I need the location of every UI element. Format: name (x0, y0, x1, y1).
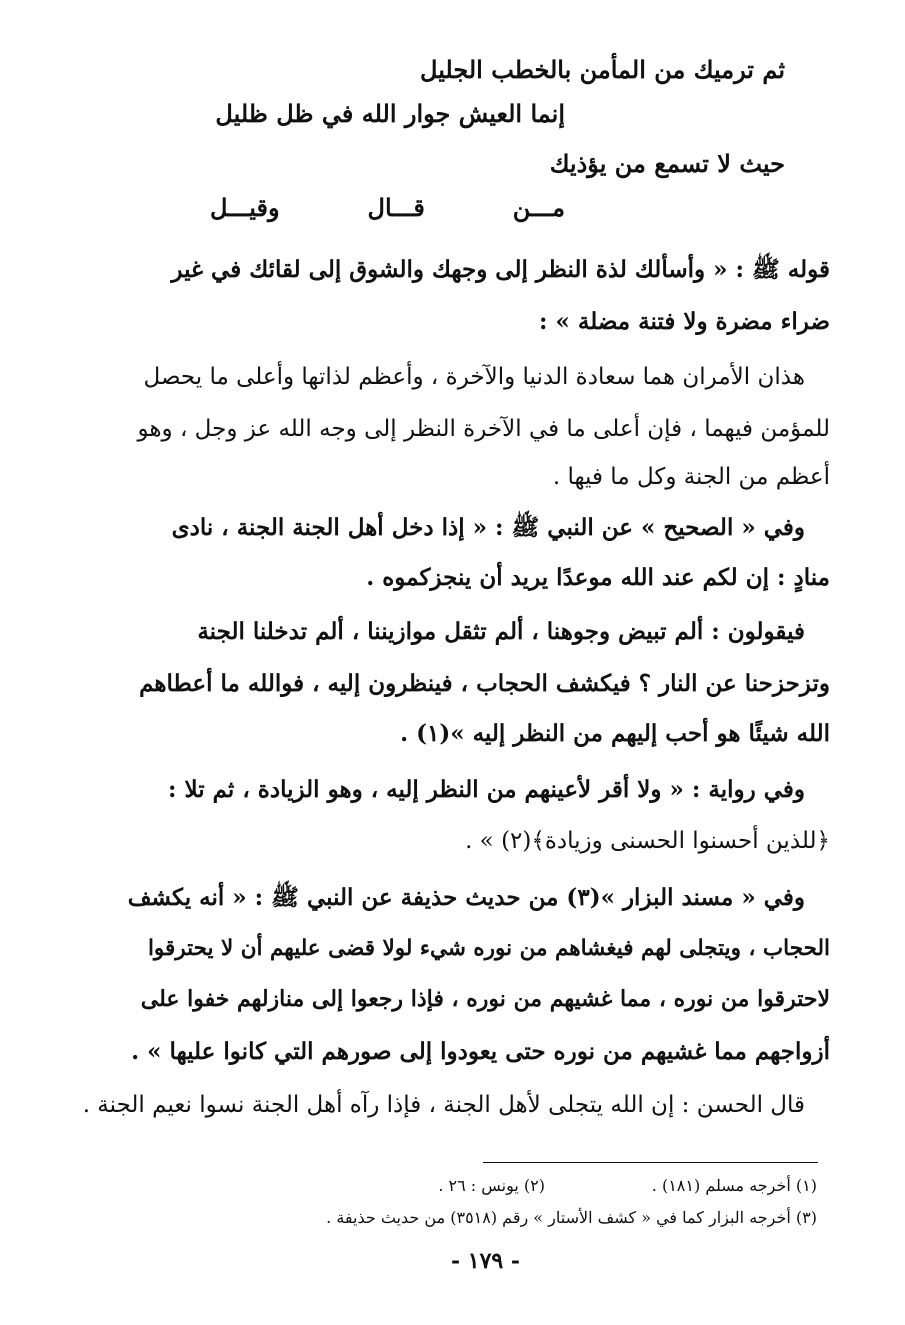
text-line: وتزحزحنا عن النار ؟ فيكشف الحجاب ، فينظرون إليه ، فوالله ما أعطاهم (139, 670, 830, 697)
text-line: قوله ﷺ : « وأسألك لذة النظر إلى وجهك والشوق إلى لقائك في غير (171, 256, 830, 283)
text-line: قال الحسن : إن الله يتجلى لأهل الجنة ، فإذا رآه أهل الجنة نسوا نعيم الجنة . (82, 1092, 805, 1118)
poem-line-4 (210, 193, 565, 222)
footnote-3: (٣) أخرجه البزار كما في « كشف الأستار » رقم (٣٥١٨) من حديث حذيفة . (326, 1208, 817, 1227)
text-line: ﴿للذين أحسنوا الحسنى وزيادة﴾(٢) » . (465, 828, 830, 854)
text-line: الحجاب ، ويتجلى لهم فيغشاهم من نوره شيء لولا قضى عليهم أن لا يحترقوا (147, 936, 830, 961)
footnote-1: (١) أخرجه مسلم (١٨١) . (651, 1176, 817, 1195)
text-line: وفي رواية : « ولا أقر لأعينهم من النظر إليه ، وهو الزيادة ، ثم تلا : (168, 776, 805, 803)
text-line: الله شيئًا هو أحب إليهم من النظر إليه »(١) . (400, 720, 830, 747)
text-line: وفي « الصحيح » عن النبي ﷺ : « إذا دخل أهل الجنة الجنة ، نادى (171, 514, 805, 541)
poem-line-2: إنما العيش جوار الله في ظل ظليل (215, 99, 565, 128)
page-number: - ١٧٩ - (450, 1248, 520, 1274)
footnote-divider (483, 1162, 818, 1163)
poem-word: قـــال (367, 193, 425, 222)
footnote-2: (٢) يونس : ٢٦ . (438, 1176, 545, 1195)
text-line: أزواجهم مما غشيهم من نوره حتى يعودوا إلى صورهم التي كانوا عليها » . (131, 1038, 830, 1065)
text-line: للمؤمن فيهما ، فإن أعلى ما في الآخرة النظر إلى وجه الله عز وجل ، وهو (137, 416, 830, 442)
text-line: هذان الأمران هما سعادة الدنيا والآخرة ، وأعظم لذاتها وأعلى ما يحصل (143, 364, 805, 390)
text-line: فيقولون : ألم تبيض وجوهنا ، ألم تثقل موازيننا ، ألم تدخلنا الجنة (197, 618, 805, 645)
text-line: ضراء مضرة ولا فتنة مضلة » : (539, 308, 830, 335)
text-line: لاحترقوا من نوره ، مما غشيهم من نوره ، فإذا رجعوا إلى منازلهم خفوا على (140, 986, 830, 1012)
text-line: منادٍ : إن لكم عند الله موعدًا يريد أن ينجزكموه . (366, 564, 830, 591)
poem-line-1: ثم ترميك من المأمن بالخطب الجليل (420, 55, 785, 84)
poem-word: مـــن (512, 193, 565, 222)
poem-line-3: حيث لا تسمع من يؤذيك (549, 149, 785, 178)
text-line: أعظم من الجنة وكل ما فيها . (552, 464, 830, 490)
text-line: وفي « مسند البزار »(٣) من حديث حذيفة عن النبي ﷺ : « أنه يكشف (127, 884, 805, 911)
poem-word: وقيـــل (210, 193, 280, 222)
